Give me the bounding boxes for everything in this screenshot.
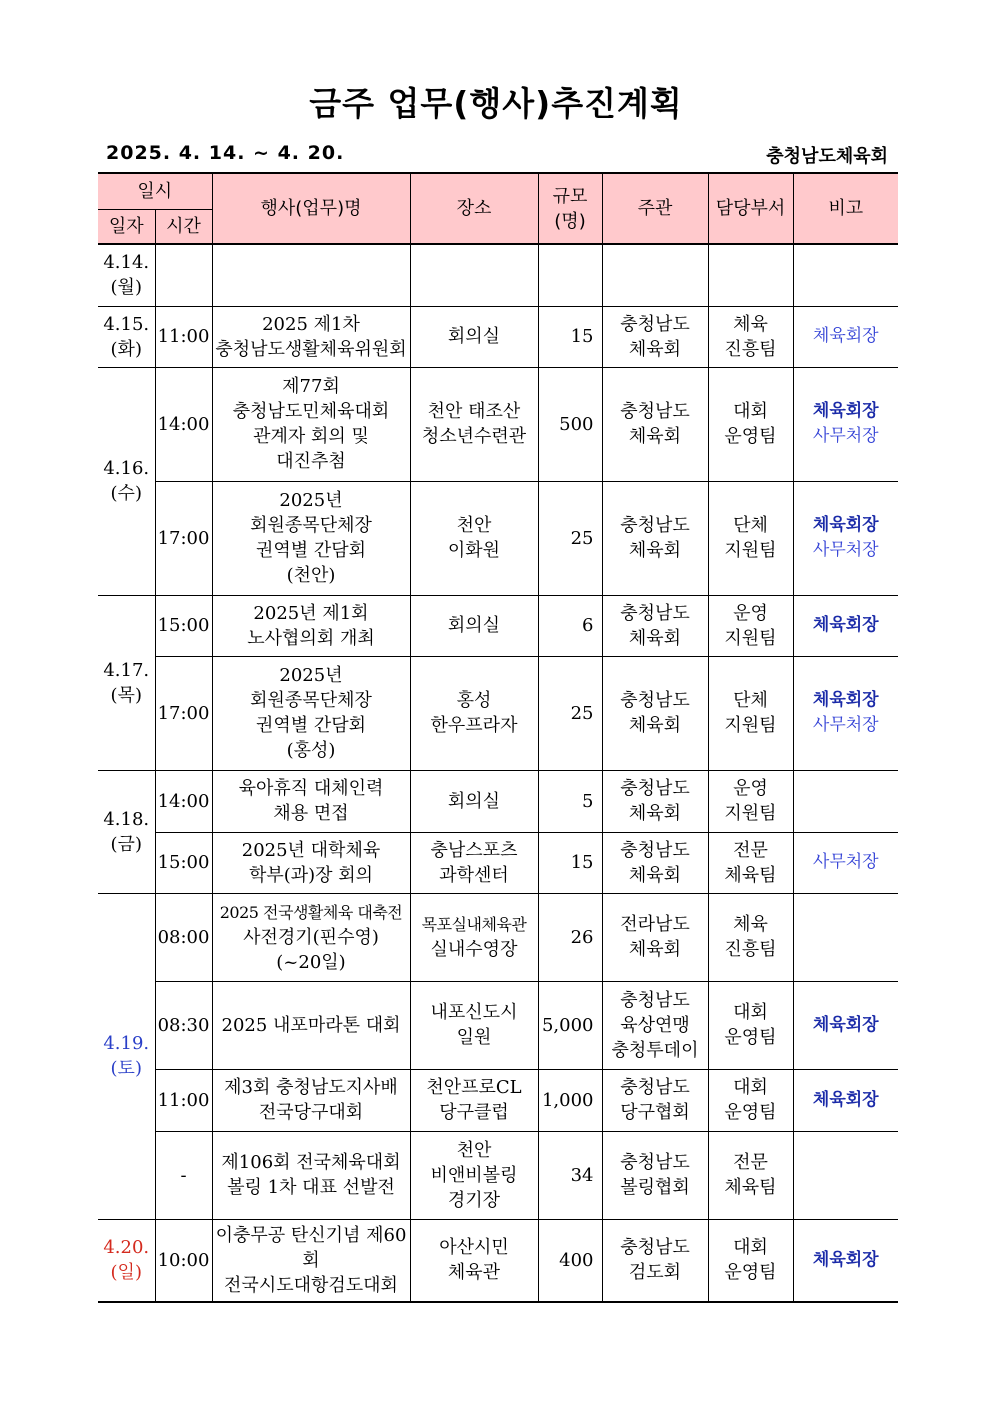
host-cell <box>602 481 708 595</box>
table-row <box>98 770 898 832</box>
event-cell <box>212 893 410 981</box>
remark-normal: 사무처장 <box>812 540 879 560</box>
host-cell <box>602 1219 708 1302</box>
place-cell <box>410 306 538 367</box>
host-cell <box>602 893 708 981</box>
remark-cell <box>793 481 898 595</box>
place-cell <box>410 656 538 770</box>
attendance-cell: 15 <box>538 306 602 367</box>
dept-line: 체육팀 <box>724 1177 777 1198</box>
dept-line: 지원팀 <box>724 627 777 649</box>
dept-line: 단체 <box>733 690 768 711</box>
header-dept: 담당부서 <box>708 173 793 244</box>
host-cell <box>602 770 708 832</box>
place-line: 이화원 <box>447 540 501 561</box>
event-line: 관계자 회의 및 <box>253 426 369 447</box>
host-cell <box>602 595 708 656</box>
date-line: (금) <box>110 833 142 855</box>
remark-bold: 체육회장 <box>812 1014 879 1035</box>
attendance-cell: 400 <box>538 1219 602 1302</box>
event-cell <box>212 306 410 367</box>
dept-line: 운영팀 <box>724 1027 777 1048</box>
host-line: 체육회 <box>628 715 682 736</box>
event-line: 충청남도생활체육위원회 <box>215 338 407 360</box>
remark-cell <box>793 1219 898 1302</box>
time-cell: 15:00 <box>155 832 212 893</box>
date-cell <box>98 306 155 367</box>
dept-line: 운영팀 <box>724 1102 777 1123</box>
event-line: 전국시도대항검도대회 <box>224 1274 398 1296</box>
host-line: 전라남도 <box>620 914 690 935</box>
event-line: 권역별 간담회 <box>255 715 367 736</box>
place-line: 청소년수련관 <box>421 426 527 447</box>
event-line: 권역별 간담회 <box>255 540 367 561</box>
dept-cell <box>708 832 793 893</box>
place-cell <box>410 1069 538 1131</box>
event-line: 볼링 1차 대표 선발전 <box>227 1177 395 1198</box>
place-line: 천안 <box>456 515 492 536</box>
event-line: 노사협의회 개최 <box>247 627 375 649</box>
event-line: (천안) <box>286 565 336 586</box>
dept-line: 지원팀 <box>724 715 777 736</box>
dept-line: 대회 <box>733 1002 768 1023</box>
remark-cell <box>793 656 898 770</box>
event-line: 이충무공 탄신기념 제60회 <box>215 1224 407 1271</box>
header-time: 시간 <box>155 209 212 244</box>
host-cell <box>602 1131 708 1219</box>
event-cell <box>212 481 410 595</box>
dept-line: 전문 <box>733 839 768 861</box>
time-cell: - <box>155 1131 212 1219</box>
attendance-cell: 34 <box>538 1131 602 1219</box>
remark-normal: 체육회장 <box>812 326 879 346</box>
event-cell <box>212 981 410 1069</box>
dept-cell <box>708 1219 793 1302</box>
event-line: 2025년 제1회 <box>253 602 369 624</box>
remark-normal: 사무처장 <box>812 852 879 872</box>
table-row <box>98 656 898 770</box>
remark-cell <box>793 1069 898 1131</box>
event-line: 육아휴직 대체인력 <box>238 778 384 799</box>
week-period: 2025. 4. 14. ~ 4. 20. <box>106 142 345 164</box>
date-line: (일) <box>110 1262 142 1284</box>
dept-line: 진흥팀 <box>724 939 777 960</box>
event-line: 2025년 대학체육 <box>241 839 381 861</box>
event-line: 제3회 충청남도지사배 <box>224 1077 398 1098</box>
time-cell: 14:00 <box>155 770 212 832</box>
dept-line: 대회 <box>733 1077 768 1098</box>
place-line: 아산시민 <box>439 1237 509 1259</box>
time-cell: 11:00 <box>155 306 212 367</box>
table-row <box>98 893 898 981</box>
host-cell <box>602 832 708 893</box>
time-cell <box>155 244 212 306</box>
event-cell <box>212 595 410 656</box>
host-line: 검도회 <box>628 1262 682 1284</box>
dept-cell <box>708 1131 793 1219</box>
host-cell <box>602 656 708 770</box>
host-line: 충청남도 <box>620 778 690 799</box>
host-line: 충청남도 <box>620 839 690 861</box>
date-line: 4.17. <box>103 659 150 681</box>
time-cell: 11:00 <box>155 1069 212 1131</box>
date-cell <box>98 244 155 306</box>
event-line: 학부(과)장 회의 <box>248 864 374 886</box>
remark-bold: 체육회장 <box>812 1249 879 1270</box>
date-line: (목) <box>110 684 142 706</box>
event-cell <box>212 1069 410 1131</box>
date-line: (월) <box>110 277 142 299</box>
remark-normal: 사무처장 <box>812 715 879 735</box>
date-line: 4.15. <box>103 313 150 335</box>
remark-cell <box>793 595 898 656</box>
event-line: 2025 전국생활체육 대축전 <box>219 902 403 922</box>
dept-cell <box>708 481 793 595</box>
schedule-table <box>98 172 898 1303</box>
date-cell <box>98 367 155 595</box>
place-cell <box>410 367 538 481</box>
header-scale-line1: 규모 <box>552 185 588 207</box>
host-line: 충청남도 <box>620 401 690 422</box>
event-cell <box>212 1131 410 1219</box>
place-line: 충남스포츠 <box>430 839 518 861</box>
remark-cell <box>793 306 898 367</box>
event-line: 충청남도민체육대회 <box>232 401 390 422</box>
time-cell: 08:00 <box>155 893 212 981</box>
place-line: 천안프로CL <box>426 1077 522 1098</box>
attendance-cell <box>538 244 602 306</box>
host-line: 체육회 <box>628 803 682 824</box>
event-cell <box>212 770 410 832</box>
dept-line: 대회 <box>733 1237 768 1259</box>
remark-cell <box>793 893 898 981</box>
host-line: 체육회 <box>628 864 682 886</box>
host-line: 충청남도 <box>620 690 690 711</box>
time-cell: 17:00 <box>155 656 212 770</box>
date-cell <box>98 770 155 893</box>
dept-cell <box>708 981 793 1069</box>
header-date: 일자 <box>98 209 155 244</box>
place-line: 비앤비볼링 <box>430 1164 518 1186</box>
date-cell <box>98 595 155 770</box>
event-line: 2025 제1차 <box>262 313 360 335</box>
event-line: 대진추첨 <box>276 451 346 472</box>
host-line: 충청남도 <box>620 1237 690 1259</box>
event-cell <box>212 244 410 306</box>
attendance-cell: 1,000 <box>538 1069 602 1131</box>
time-cell: 14:00 <box>155 367 212 481</box>
dept-line: 체육 <box>733 313 768 335</box>
host-line: 체육회 <box>628 540 682 561</box>
event-line: 제106회 전국체육대회 <box>221 1152 401 1173</box>
header-host: 주관 <box>602 173 708 244</box>
event-cell <box>212 656 410 770</box>
host-line: 당구협회 <box>620 1102 690 1123</box>
event-line: 2025년 <box>279 490 343 511</box>
host-line: 충청남도 <box>620 989 690 1011</box>
place-cell <box>410 244 538 306</box>
dept-line: 운영팀 <box>724 426 777 447</box>
attendance-cell: 6 <box>538 595 602 656</box>
place-line: 회의실 <box>447 615 501 636</box>
table-row <box>98 1069 898 1131</box>
host-cell <box>602 981 708 1069</box>
place-line: 천안 <box>456 1139 492 1161</box>
event-line: 전국당구대회 <box>258 1102 364 1123</box>
event-line: 회원종목단체장 <box>250 515 372 536</box>
place-cell <box>410 481 538 595</box>
event-line: (~20일) <box>276 951 346 973</box>
place-line: 당구클럽 <box>439 1102 509 1123</box>
dept-cell <box>708 595 793 656</box>
event-line: 2025 내포마라톤 대회 <box>221 1014 401 1036</box>
dept-cell <box>708 244 793 306</box>
header-place: 장소 <box>410 173 538 244</box>
dept-cell <box>708 770 793 832</box>
table-row <box>98 1219 898 1302</box>
event-line: 제77회 <box>282 376 340 397</box>
dept-line: 운영 <box>733 602 768 624</box>
table-row <box>98 244 898 306</box>
attendance-cell: 25 <box>538 481 602 595</box>
host-line: 볼링협회 <box>620 1177 690 1198</box>
dept-line: 체육팀 <box>724 864 777 886</box>
page-title: 금주 업무(행사)추진계획 <box>309 84 683 123</box>
host-cell <box>602 306 708 367</box>
organization-name: 충청남도체육회 <box>766 146 888 167</box>
date-line: (토) <box>110 1058 142 1079</box>
attendance-cell: 26 <box>538 893 602 981</box>
place-cell <box>410 1131 538 1219</box>
remark-bold: 체육회장 <box>812 401 879 421</box>
remark-bold: 체육회장 <box>812 515 879 535</box>
host-line: 충청남도 <box>620 313 690 335</box>
table-row <box>98 981 898 1069</box>
dept-cell <box>708 367 793 481</box>
table-row <box>98 306 898 367</box>
header-scale <box>538 173 602 244</box>
dept-line: 단체 <box>733 515 768 536</box>
attendance-cell: 25 <box>538 656 602 770</box>
dept-cell <box>708 893 793 981</box>
host-line: 육상연맹 <box>620 1014 690 1036</box>
place-line: 한우프라자 <box>430 715 518 736</box>
dept-line: 지원팀 <box>724 803 777 824</box>
dept-line: 진흥팀 <box>724 338 777 360</box>
host-cell <box>602 367 708 481</box>
host-cell <box>602 244 708 306</box>
date-line: 4.14. <box>103 252 150 274</box>
attendance-cell: 500 <box>538 367 602 481</box>
dept-line: 대회 <box>733 401 768 422</box>
event-line: 회원종목단체장 <box>250 690 372 711</box>
event-line: (홍성) <box>286 740 336 761</box>
dept-line: 전문 <box>733 1152 768 1173</box>
dept-cell <box>708 1069 793 1131</box>
dept-cell <box>708 656 793 770</box>
date-line: 4.18. <box>103 808 150 830</box>
attendance-cell: 15 <box>538 832 602 893</box>
dept-line: 운영팀 <box>724 1262 777 1284</box>
remark-cell <box>793 981 898 1069</box>
date-line: 4.20. <box>103 1237 150 1259</box>
table-row <box>98 481 898 595</box>
place-line: 회의실 <box>447 790 501 812</box>
host-line: 체육회 <box>628 627 682 649</box>
place-line: 회의실 <box>447 326 501 347</box>
place-line: 체육관 <box>447 1262 501 1284</box>
header-scale-line2: (명) <box>554 210 586 232</box>
place-cell <box>410 1219 538 1302</box>
host-cell <box>602 1069 708 1131</box>
header-event: 행사(업무)명 <box>212 173 410 244</box>
remark-cell <box>793 770 898 832</box>
event-line: 채용 면접 <box>273 803 349 824</box>
host-line: 충청남도 <box>620 1152 690 1173</box>
remark-bold: 체육회장 <box>812 615 879 635</box>
dept-cell <box>708 306 793 367</box>
remark-cell <box>793 832 898 893</box>
place-line: 천안 태조산 <box>427 401 521 422</box>
dept-line: 지원팀 <box>724 540 777 561</box>
place-cell <box>410 832 538 893</box>
remark-cell <box>793 367 898 481</box>
event-cell <box>212 1219 410 1302</box>
time-cell: 17:00 <box>155 481 212 595</box>
dept-line: 체육 <box>733 914 768 935</box>
place-cell <box>410 595 538 656</box>
host-line: 충청남도 <box>620 515 690 536</box>
place-line: 과학센터 <box>439 864 509 886</box>
place-line: 내포신도시 <box>430 1002 518 1023</box>
date-cell <box>98 893 155 1219</box>
host-line: 체육회 <box>628 939 682 960</box>
table-row <box>98 1131 898 1219</box>
place-line: 일원 <box>456 1027 492 1048</box>
date-line: (수) <box>110 483 142 504</box>
host-line: 충청투데이 <box>611 1039 699 1061</box>
place-line: 경기장 <box>447 1189 501 1211</box>
event-line: 사전경기(핀수영) <box>243 926 379 948</box>
date-line: (화) <box>110 338 142 360</box>
event-cell <box>212 367 410 481</box>
event-cell <box>212 832 410 893</box>
time-cell: 08:30 <box>155 981 212 1069</box>
header-remark: 비고 <box>793 173 898 244</box>
place-line: 목포실내체육관 <box>421 915 527 934</box>
time-cell: 15:00 <box>155 595 212 656</box>
place-cell <box>410 770 538 832</box>
event-line: 2025년 <box>279 665 343 686</box>
table-row <box>98 832 898 893</box>
attendance-cell: 5 <box>538 770 602 832</box>
date-cell <box>98 1219 155 1302</box>
place-cell <box>410 981 538 1069</box>
remark-cell <box>793 244 898 306</box>
place-line: 실내수영장 <box>430 939 518 960</box>
attendance-cell: 5,000 <box>538 981 602 1069</box>
remark-bold: 체육회장 <box>812 690 879 710</box>
date-line: 4.16. <box>103 458 150 479</box>
table-row <box>98 367 898 481</box>
remark-normal: 사무처장 <box>812 426 879 446</box>
date-line: 4.19. <box>103 1033 150 1054</box>
time-cell: 10:00 <box>155 1219 212 1302</box>
place-line: 홍성 <box>456 690 492 711</box>
host-line: 충청남도 <box>620 602 690 624</box>
remark-bold: 체육회장 <box>812 1089 879 1110</box>
header-datetime: 일시 <box>98 173 212 209</box>
dept-line: 운영 <box>733 778 768 799</box>
place-cell <box>410 893 538 981</box>
host-line: 체육회 <box>628 426 682 447</box>
remark-cell <box>793 1131 898 1219</box>
host-line: 체육회 <box>628 338 682 360</box>
host-line: 충청남도 <box>620 1077 690 1098</box>
table-row <box>98 595 898 656</box>
